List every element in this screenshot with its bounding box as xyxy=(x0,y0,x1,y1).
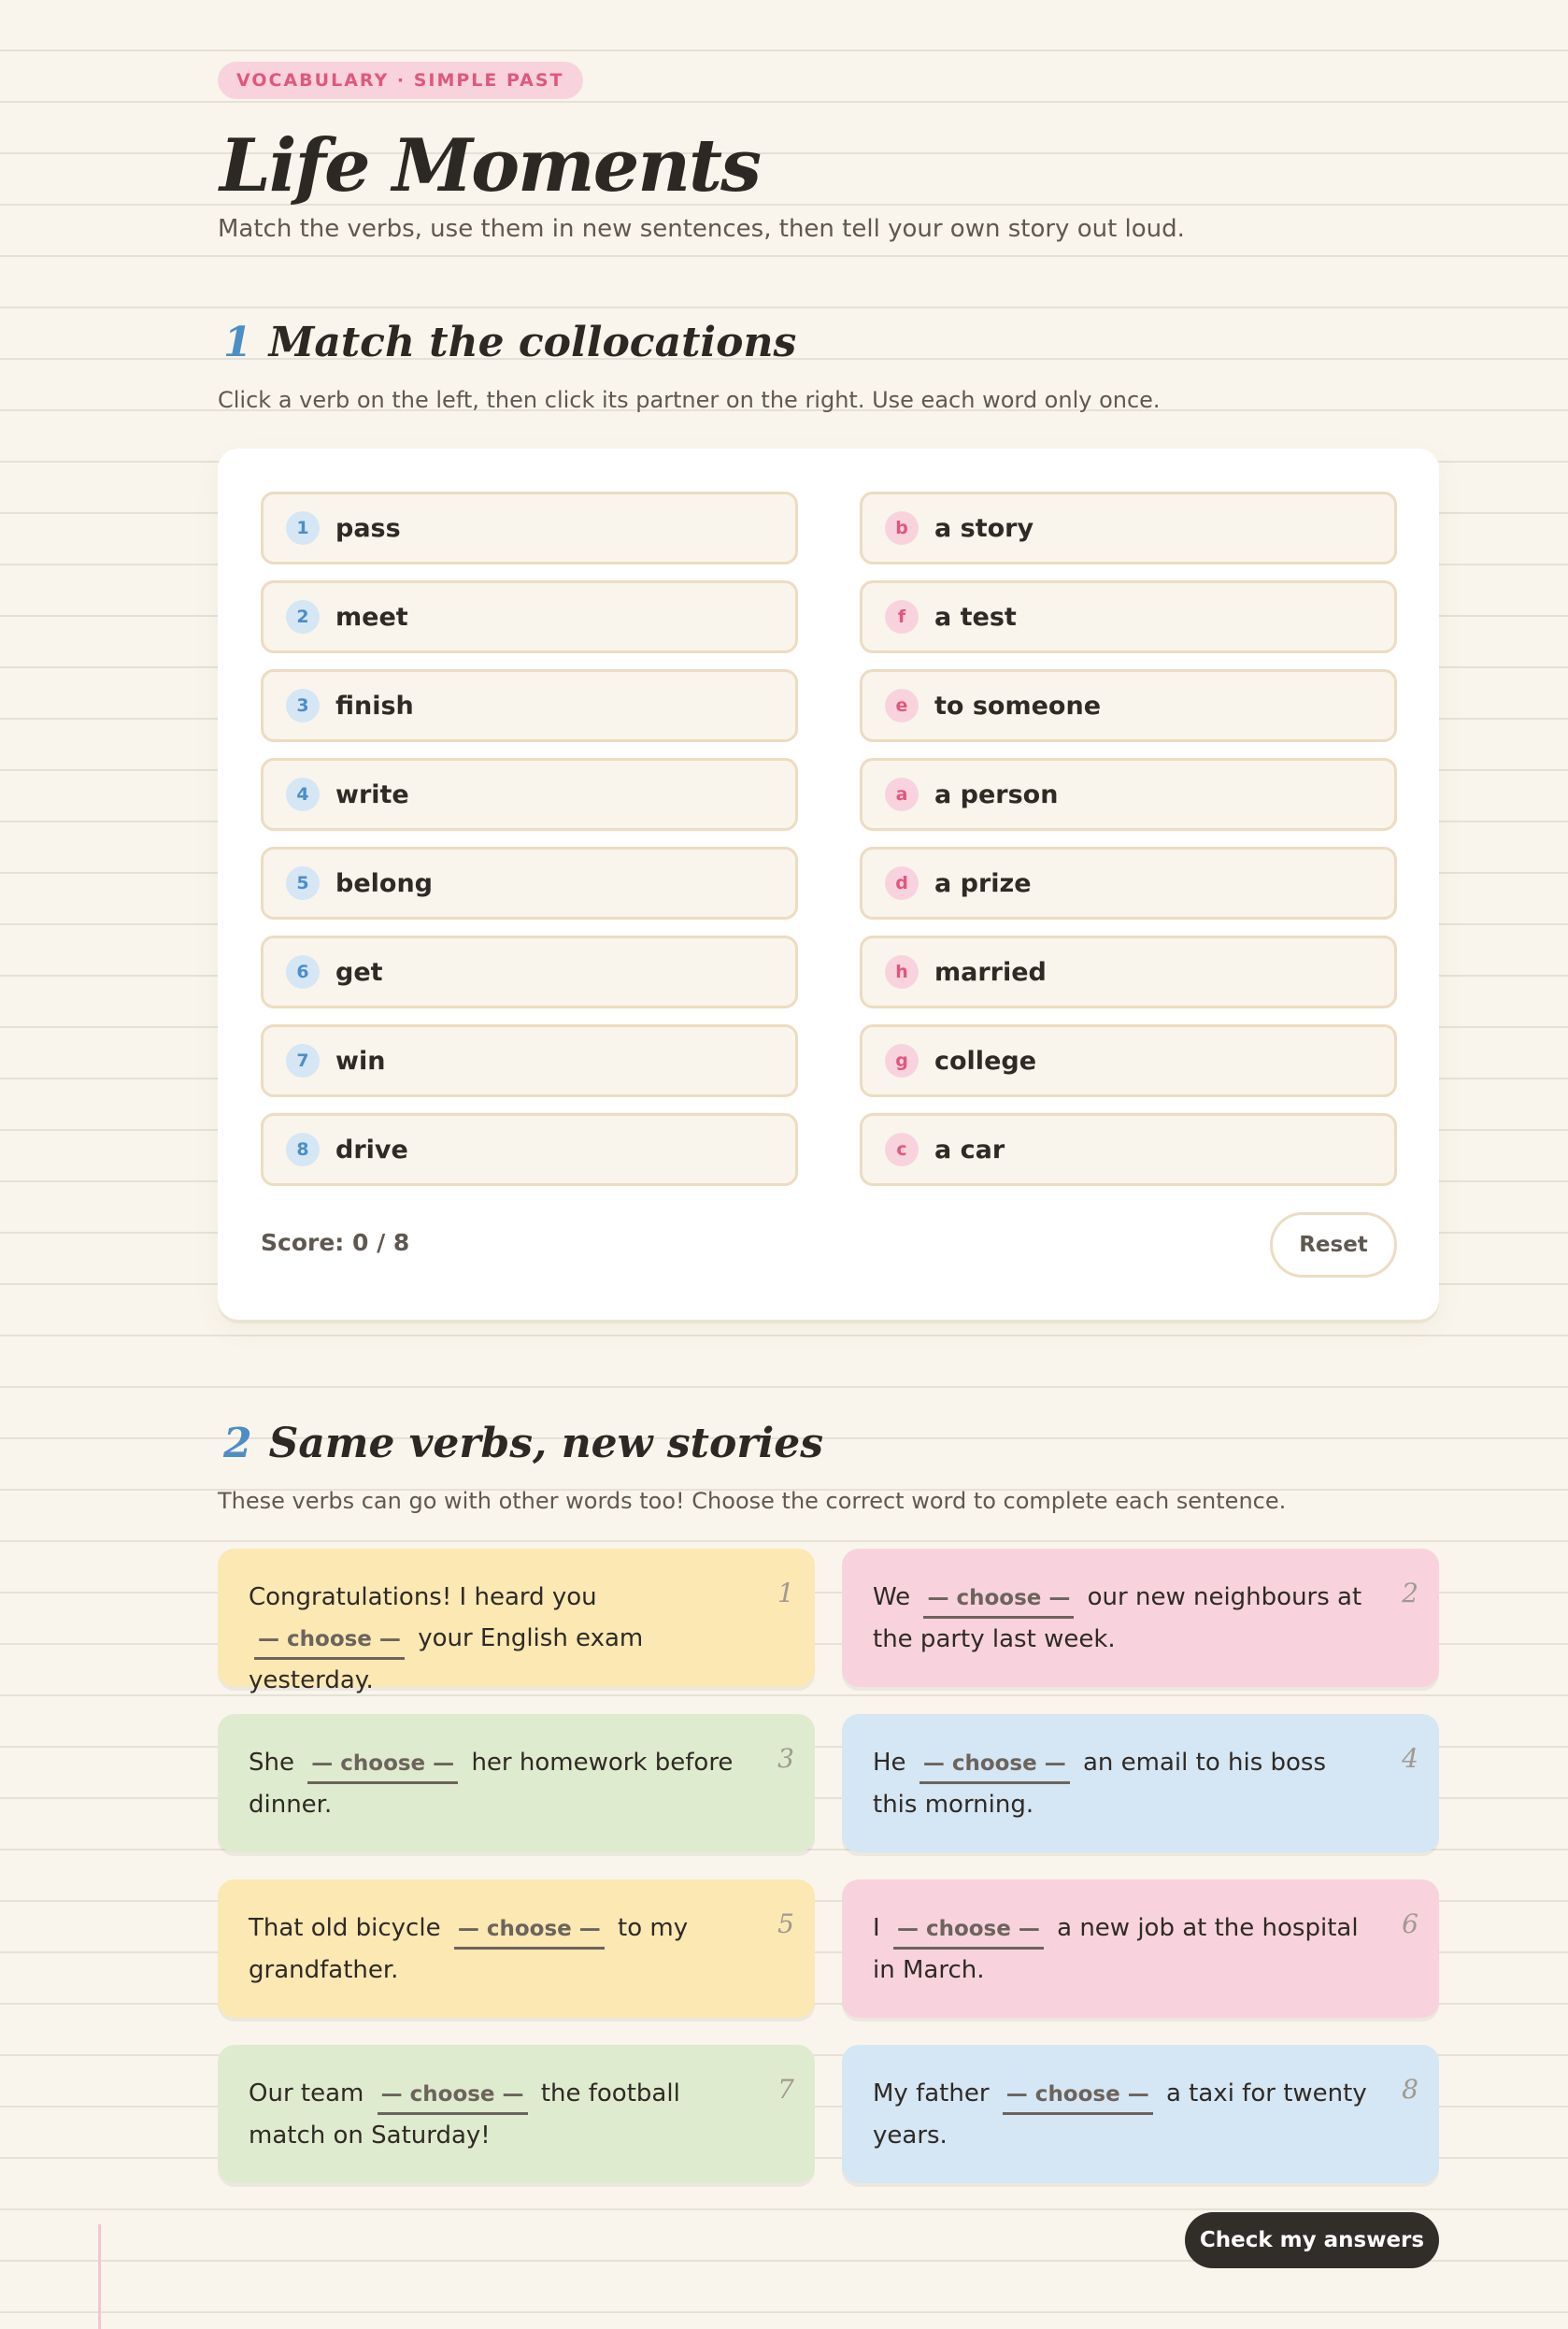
answer-dropdown[interactable]: — choose — xyxy=(307,1746,458,1784)
matching-card xyxy=(218,449,1439,1320)
sentence-number: 7 xyxy=(777,2074,794,2105)
verb-number-badge: 5 xyxy=(286,866,320,900)
sentence-number: 1 xyxy=(777,1578,794,1608)
partner-letter-badge: a xyxy=(885,778,919,811)
sentence-card-7 xyxy=(218,2045,815,2183)
sentence-card-3 xyxy=(218,1714,815,1852)
partner-label: a story xyxy=(934,513,1034,543)
verb-item-drive[interactable] xyxy=(261,1113,798,1186)
sentence-text-after: your English exam yesterday. xyxy=(249,1624,644,1694)
partner-letter-badge: b xyxy=(885,511,919,545)
sentence-text-after: the football match on Saturday! xyxy=(249,2079,680,2150)
verb-label: win xyxy=(335,1046,386,1076)
notebook-margin-line xyxy=(98,2224,101,2329)
sentence-text-after: to my grandfather. xyxy=(249,1914,689,1984)
verb-number-badge: 6 xyxy=(286,955,320,989)
partner-column xyxy=(860,492,1397,1202)
sentence-card-5 xyxy=(218,1879,815,2018)
partner-letter-badge: e xyxy=(885,689,919,722)
verb-label: belong xyxy=(335,868,433,898)
sentence-text-after: a taxi for twenty years. xyxy=(873,2079,1367,2150)
sentence-number: 6 xyxy=(1402,1908,1418,1939)
section-2-number: 2 xyxy=(223,1420,252,1467)
sentence-text-after: a new job at the hospital in March. xyxy=(873,1914,1359,1984)
page-title: Life Moments xyxy=(220,123,760,208)
sentence-card-2 xyxy=(842,1549,1439,1687)
sentence-text-after: an email to his boss this morning. xyxy=(873,1749,1327,1819)
partner-label: a prize xyxy=(934,868,1032,898)
partner-item-a-person[interactable] xyxy=(860,758,1397,831)
section-2-title: Same verbs, new stories xyxy=(268,1420,823,1467)
verb-label: write xyxy=(335,779,409,809)
sentence-text-before: Congratulations! I heard you xyxy=(249,1583,597,1611)
verb-number-badge: 1 xyxy=(286,511,320,545)
partner-item-a-test[interactable] xyxy=(860,580,1397,653)
verb-label: drive xyxy=(335,1135,408,1164)
partner-item-a-prize[interactable] xyxy=(860,847,1397,920)
section-1-instructions: Click a verb on the left, then click its partner on the right. Use each word only once. xyxy=(218,387,1161,413)
verb-item-belong[interactable] xyxy=(261,847,798,920)
sentence-card-4 xyxy=(842,1714,1439,1852)
sentence-text-before: She xyxy=(249,1749,294,1777)
sentence-text-before: That old bicycle xyxy=(249,1914,441,1942)
page-subtitle: Match the verbs, use them in new sentences, then tell your own story out loud. xyxy=(218,215,1185,243)
verb-item-pass[interactable] xyxy=(261,492,798,564)
sentence-text-before: Our team xyxy=(249,2079,364,2108)
sentence-card-1 xyxy=(218,1549,815,1694)
partner-letter-badge: d xyxy=(885,866,919,900)
sentence-number: 5 xyxy=(777,1908,794,1939)
verb-item-win[interactable] xyxy=(261,1024,798,1097)
verb-item-finish[interactable] xyxy=(261,669,798,742)
sentence-card-8 xyxy=(842,2045,1439,2183)
partner-label: a test xyxy=(934,602,1017,632)
verb-label: pass xyxy=(335,513,401,543)
partner-label: to someone xyxy=(934,691,1102,721)
verb-number-badge: 2 xyxy=(286,600,320,634)
sentence-card-6 xyxy=(842,1879,1439,2018)
section-1-heading xyxy=(223,315,796,371)
answer-dropdown[interactable]: — choose — xyxy=(919,1746,1070,1784)
sentence-text-after: her homework before dinner. xyxy=(249,1749,734,1819)
partner-letter-badge: h xyxy=(885,955,919,989)
sentence-number: 8 xyxy=(1402,2074,1418,2105)
topic-tag: VOCABULARY · SIMPLE PAST xyxy=(218,62,583,99)
partner-item-married[interactable] xyxy=(860,936,1397,1008)
check-answers-button[interactable]: Check my answers xyxy=(1185,2212,1439,2268)
verb-item-write[interactable] xyxy=(261,758,798,831)
sentence-text-before: My father xyxy=(873,2079,990,2108)
answer-dropdown[interactable]: — choose — xyxy=(1003,2077,1153,2115)
verb-number-badge: 3 xyxy=(286,689,320,722)
sentence-number: 4 xyxy=(1402,1743,1418,1774)
section-2-heading xyxy=(223,1416,823,1472)
partner-item-a-story[interactable] xyxy=(860,492,1397,564)
partner-label: college xyxy=(934,1046,1037,1076)
section-1-title: Match the collocations xyxy=(268,319,797,366)
sentence-number: 3 xyxy=(777,1743,794,1774)
verb-label: meet xyxy=(335,602,408,632)
score-display: Score: 0 / 8 xyxy=(261,1229,410,1256)
verb-label: finish xyxy=(335,691,414,721)
answer-dropdown[interactable]: — choose — xyxy=(378,2077,528,2115)
answer-dropdown[interactable]: — choose — xyxy=(454,1911,605,1950)
partner-label: married xyxy=(934,957,1047,987)
verb-label: get xyxy=(335,957,383,987)
sentence-text-after: our new neighbours at the party last week. xyxy=(873,1583,1362,1653)
section-1-number: 1 xyxy=(223,319,252,366)
partner-letter-badge: g xyxy=(885,1044,919,1078)
verb-number-badge: 7 xyxy=(286,1044,320,1078)
answer-dropdown[interactable]: — choose — xyxy=(893,1911,1044,1950)
partner-letter-badge: c xyxy=(885,1133,919,1166)
verb-item-get[interactable] xyxy=(261,936,798,1008)
partner-label: a car xyxy=(934,1135,1005,1164)
verb-column xyxy=(261,492,798,1202)
section-2-instructions: These verbs can go with other words too! Choose the correct word to complete each sentence. xyxy=(218,1488,1287,1514)
partner-item-college[interactable] xyxy=(860,1024,1397,1097)
sentence-text-before: I xyxy=(873,1914,880,1942)
partner-item-to-someone[interactable] xyxy=(860,669,1397,742)
sentence-text-before: We xyxy=(873,1583,911,1611)
sentence-number: 2 xyxy=(1402,1578,1418,1608)
partner-letter-badge: f xyxy=(885,600,919,634)
answer-dropdown[interactable]: — choose — xyxy=(254,1622,405,1660)
verb-number-badge: 4 xyxy=(286,778,320,811)
partner-item-a-car[interactable] xyxy=(860,1113,1397,1186)
verb-number-badge: 8 xyxy=(286,1133,320,1166)
partner-label: a person xyxy=(934,779,1059,809)
answer-dropdown[interactable]: — choose — xyxy=(923,1580,1074,1619)
reset-button[interactable]: Reset xyxy=(1270,1212,1397,1278)
verb-item-meet[interactable] xyxy=(261,580,798,653)
sentence-text-before: He xyxy=(873,1749,906,1777)
